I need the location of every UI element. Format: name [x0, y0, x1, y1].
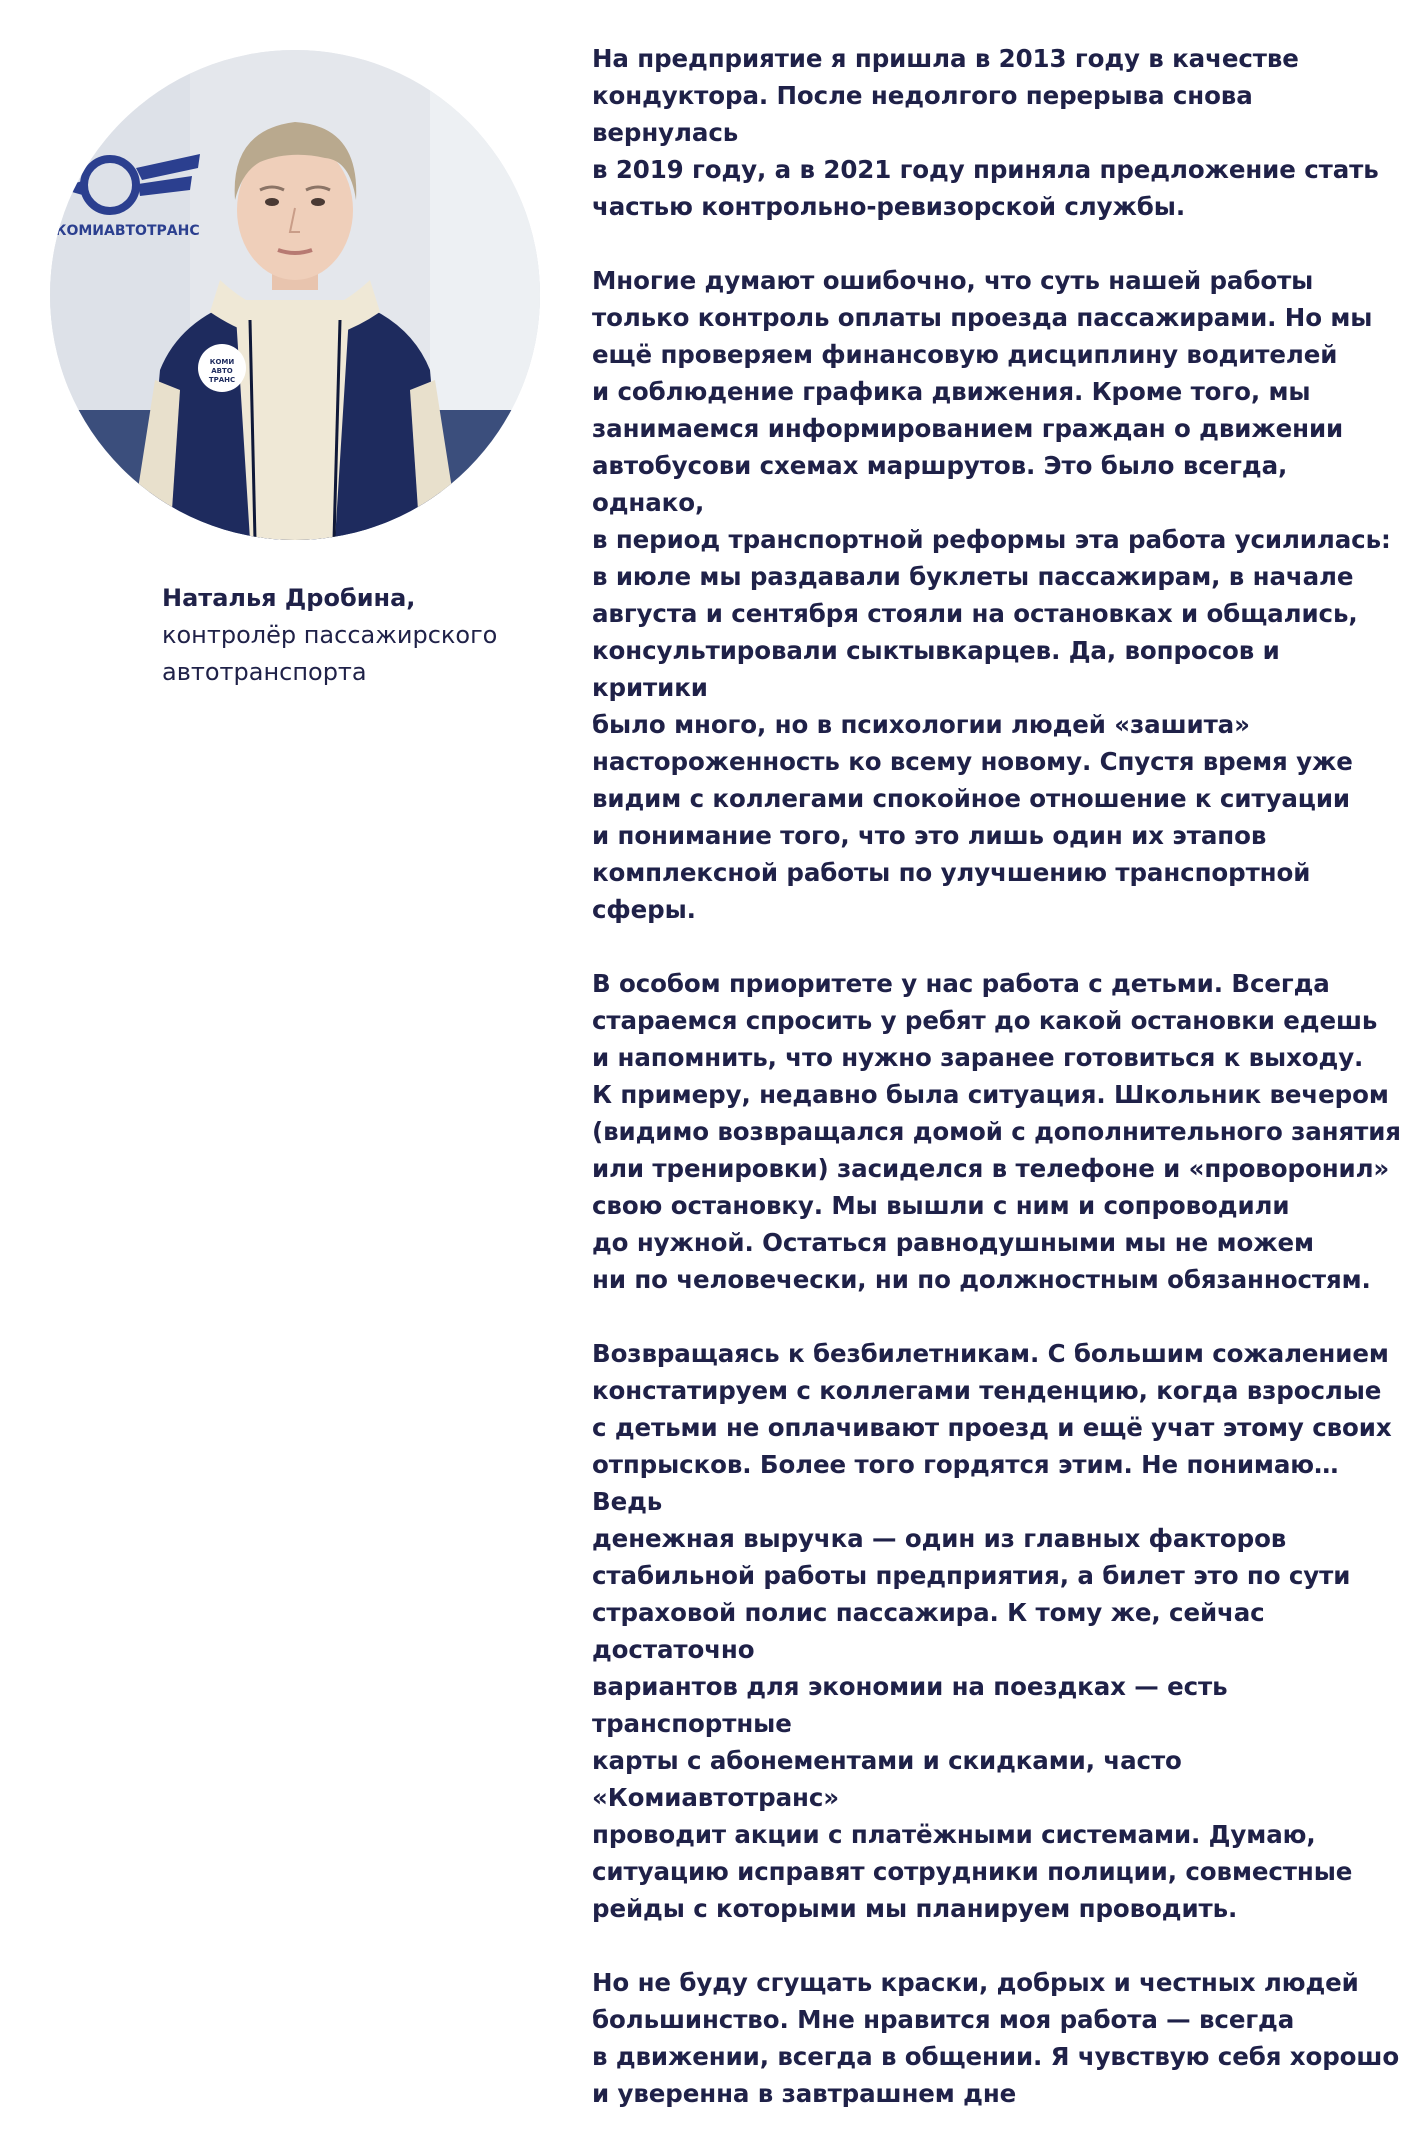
vest-badge: [198, 344, 246, 392]
interview-text: [592, 40, 1402, 2149]
svg-text:ТРАНС: ТРАНС: [208, 376, 236, 384]
portrait-illustration: [50, 50, 540, 540]
paragraph: На предприятие я пришла в 2013 году в качестве кондуктора. После недолгого перерыва снова вернулась в 2019 году, а в 2021 году приняла предложение стать частью контрольно-ревизорской службы.: [592, 44, 1379, 221]
company-logo-text: КОМИАВТОТРАНС: [55, 223, 200, 239]
person-caption: [162, 580, 542, 691]
paragraph: Но не буду сгущать краски, добрых и честных людей большинство. Мне нравится моя работа — всегда в движении, всегда в общении. Я чувствую себя хорошо и уверенна в завтрашнем дне: [592, 1968, 1400, 2108]
person-role: контролёр пассажирского автотранспорта: [162, 621, 498, 686]
svg-text:АВТО: АВТО: [211, 367, 233, 375]
person-name: Наталья Дробина,: [162, 584, 416, 612]
paragraph: В особом приоритете у нас работа с детьми. Всегда стараемся спросить у ребят до какой остановки едешь и напомнить, что нужно заранее готовиться к выходу. К примеру, недавно была ситуация. Школьник вечером (видимо возвращался домой с дополнительного занятия или тренировки) засиделся в телефоне и «проворонил» свою остановку. Мы вышли с ним и сопроводили до нужной. Остаться равнодушными мы не можем ни по человечески, ни по должностным обязанностям.: [592, 969, 1401, 1294]
paragraph: Многие думают ошибочно, что суть нашей работы только контроль оплаты проезда пассажирами. Но мы ещё проверяем финансовую дисциплину водителей и соблюдение графика движения. Кроме того, мы занимаемся информированием граждан о движении автобусови схемах маршрутов. Это было всегда, однако, в период транспортной реформы эта работа усилилась: в июле мы раздавали буклеты пассажирам, в начале августа и сентября стояли на остановках и общались, консультировали сыктывкарцев. Да, вопросов и критики было много, но в психологии людей «зашита» настороженность ко всему новому. Спустя время уже видим с коллегами спокойное отношение к ситуации и понимание того, что это лишь один их этапов комплексной работы по улучшению транспортной сферы.: [592, 266, 1391, 924]
portrait-photo: [50, 50, 540, 540]
svg-text:КОМИ: КОМИ: [209, 358, 235, 366]
paragraph: Возвращаясь к безбилетникам. С большим сожалением констатируем с коллегами тенденцию, когда взрослые с детьми не оплачивают проезд и ещё учат этому своих отпрысков. Более того гордятся этим. Не понимаю…Ведь денежная выручка — один из главных факторов стабильной работы предприятия, а билет это по сути страховой полис пассажира. К тому же, сейчас достаточно вариантов для экономии на поездках — есть транспортные карты с абонементами и скидками, часто «Комиавтотранс» проводит акции с платёжными системами. Думаю, ситуацию исправят сотрудники полиции, совместные рейды с которыми мы планируем проводить.: [592, 1339, 1392, 1923]
